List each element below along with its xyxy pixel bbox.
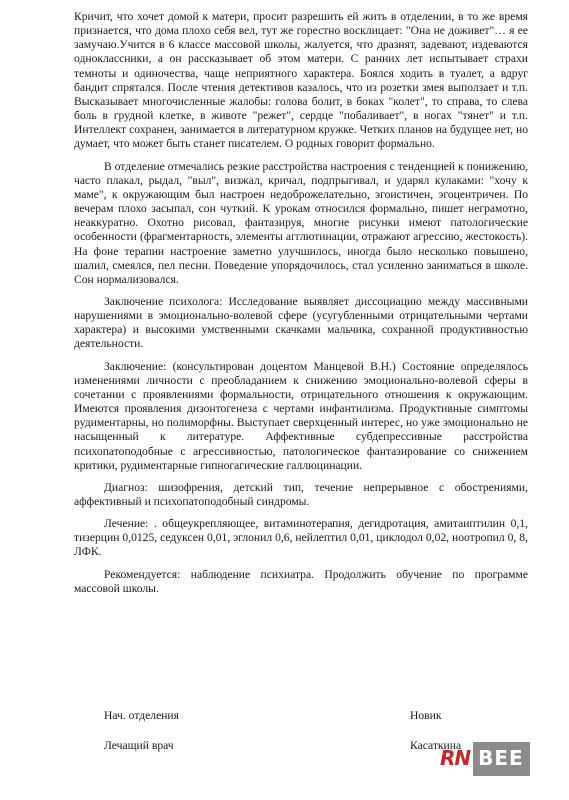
attending-doctor-name: Касаткина — [410, 739, 462, 752]
paragraph-treatment: Лечение: . общеукрепляющее, витаминотерапия, дегидротация, амитаиптилин 0,1, тизерцин 0,0125, седуксен 0,01, эглонил 0,6, нейлептил 0,01, циклодол 0,02, ноотропил 0, 8, ЛФК. — [74, 517, 528, 559]
paragraph-conclusion: Заключение: (консультирован доцентом Манцевой В.Н.) Состояние определялось изменениями личности с преобладанием к снижению эмоционально-волевой сферы в сочетании с проявлениями формальности, отрицательного отношения к окружающим. Имеются проявления дизонтогенеза с чертами инфантилизма. Продуктивные симптомы рудиментарны, но полиморфны. Выступает сверхценный интерес, но уже эмоционально не насыщенный к литературе. Аффективные субдепрессивные расстройства психопатоподобные с агрессивностью, патологическое фантазирование со снижением критики, рудиментарные гипногагические галлюцинации. — [74, 359, 528, 472]
document-body — [74, 10, 528, 596]
paragraph-psychologist-conclusion: Заключение психолога: Исследование выявляет диссоциацию между массивными нарушениями в эмоционально-волевой сфере (усугубленными отрицательными чертами характера) и высокими умственными скачками мальчика, сохранной продуктивностью деятельности. — [74, 294, 528, 351]
watermark-bee: BEE — [473, 742, 530, 776]
paragraph-diagnosis: Диагноз: шизофрения, детский тип, течение непрерывное с обострениями, аффективный и психопатоподобный синдромы. — [74, 480, 528, 508]
watermark-rn: RN — [440, 746, 471, 770]
attending-doctor-label: Лечащий врач — [104, 739, 174, 752]
paragraph-anamnesis: Кричит, что хочет домой к матери, просит разрешить ей жить в отделении, в то же время признается, что дома плохо себя вел, тут же горестно восклицает: "Она не доживет"… я ее замучаю.Учится в 6 классе массовой школы, жалуется, что дразнят, задевают, издеваются одноклассники, а он рассказывает об этом матери. С ранних лет испытывает страхи темноты и одиночества, чаще неприятного характера. Боялся ходить в туалет, а вдруг бандит спрятался. После чтения детективов казалось, что из розетки змея выползает и т.п. Высказывает многочисленные жалобы: голова болит, в боках "колет", то справа, то слева боль в грудной клетке, в животе "режет", сердце "побаливает", в ногах "тянет" и т.п. Интеллект сохранен, занимается в литературном кружке. Четких планов на будущее нет, но думает, что может быть станет писателем. О родных говорит формально. — [74, 10, 528, 151]
head-of-department-label: Нач. отделения — [104, 709, 179, 722]
rnbee-watermark-logo — [436, 742, 530, 776]
head-of-department-name: Новик — [410, 709, 442, 722]
paragraph-department-observation: В отделение отмечались резкие расстройства настроения с тенденцией к понижению, часто плакал, рыдал, "выл", визжал, кричал, подпрыгивал, и ударял кулаками: "хочу к маме", к окружающим был настроен недоброжелательно, эгоистичен, эгоцентричен. По вечерам плохо засыпал, сон чуткий. К урокам относился формально, пишет неграмотно, неаккуратно. Охотно рисовал, фантазируя, многие рисунки имеют патологические особенности (фрагментарность, элементы агглютинации, отражают агрессию, жестокость). На фоне терапии настроение заметно улучшилось, иногда было несколько повышено, шалил, смеялся, пел песни. Поведение упорядочилось, стал усиленно заниматься в школе. Сон нормализовался. — [74, 159, 528, 286]
paragraph-recommendation: Рекомендуется: наблюдение психиатра. Продолжить обучение по программе массовой школы. — [74, 567, 528, 595]
